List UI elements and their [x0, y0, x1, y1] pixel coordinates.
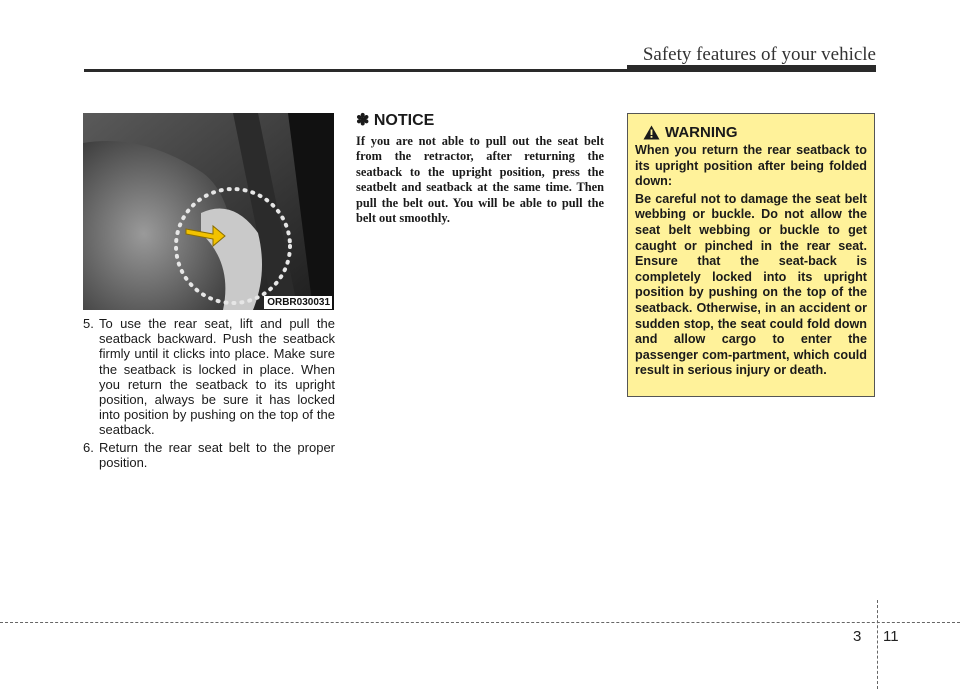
list-item — [83, 440, 335, 470]
warning-header — [643, 124, 867, 141]
section-title: Safety features of your vehicle — [642, 44, 876, 65]
notice-title: ✽ NOTICE — [356, 112, 435, 129]
header-rule-accent — [627, 65, 876, 72]
step-text: To use the rear seat, lift and pull the seatback backward. Push the seatback firmly until it clicks into place. Make sure the seatback is locked in place. When you return the seatback to its upright position, always be sure it has locked into position by pushing on the top of the seatback. — [99, 316, 335, 438]
warning-triangle-icon — [643, 125, 660, 140]
list-item — [83, 316, 335, 438]
chapter-number: 3 — [853, 628, 862, 645]
step-number: 6. — [83, 439, 94, 455]
footer-rule — [0, 622, 960, 623]
footer-divider — [877, 600, 878, 689]
warning-intro: When you return the rear seatback to its upright position after being folded down: — [635, 143, 867, 189]
notice-box — [356, 112, 604, 226]
page-number: 11 — [883, 628, 899, 645]
figure-code: ORBR030031 — [264, 296, 332, 309]
notice-body: If you are not able to pull out the seat belt from the retractor, after returning the seatback to the upright position, press the seatbelt and seatback at the same time. Then pull the belt out. You will be able to pull the belt out smoothly. — [356, 134, 604, 226]
seatback-photo — [83, 113, 334, 310]
warning-title: WARNING — [665, 124, 738, 141]
step-number: 5. — [83, 316, 94, 331]
instruction-list — [83, 316, 335, 472]
step-text: Return the rear seat belt to the proper position. — [99, 439, 335, 470]
warning-body: Be careful not to damage the seat belt webbing or buckle. Do not allow the seat belt webbing or buckle to get caught or pinched in the rear seat. Ensure that the seat-back is completely locked into its upright position by pushing on the top of the seatback. Otherwise, in an accident or sudden stop, the seat could fold down and allow cargo to enter the passenger com-partment, which could result in serious injury or death. — [635, 191, 867, 378]
warning-box — [627, 113, 875, 397]
